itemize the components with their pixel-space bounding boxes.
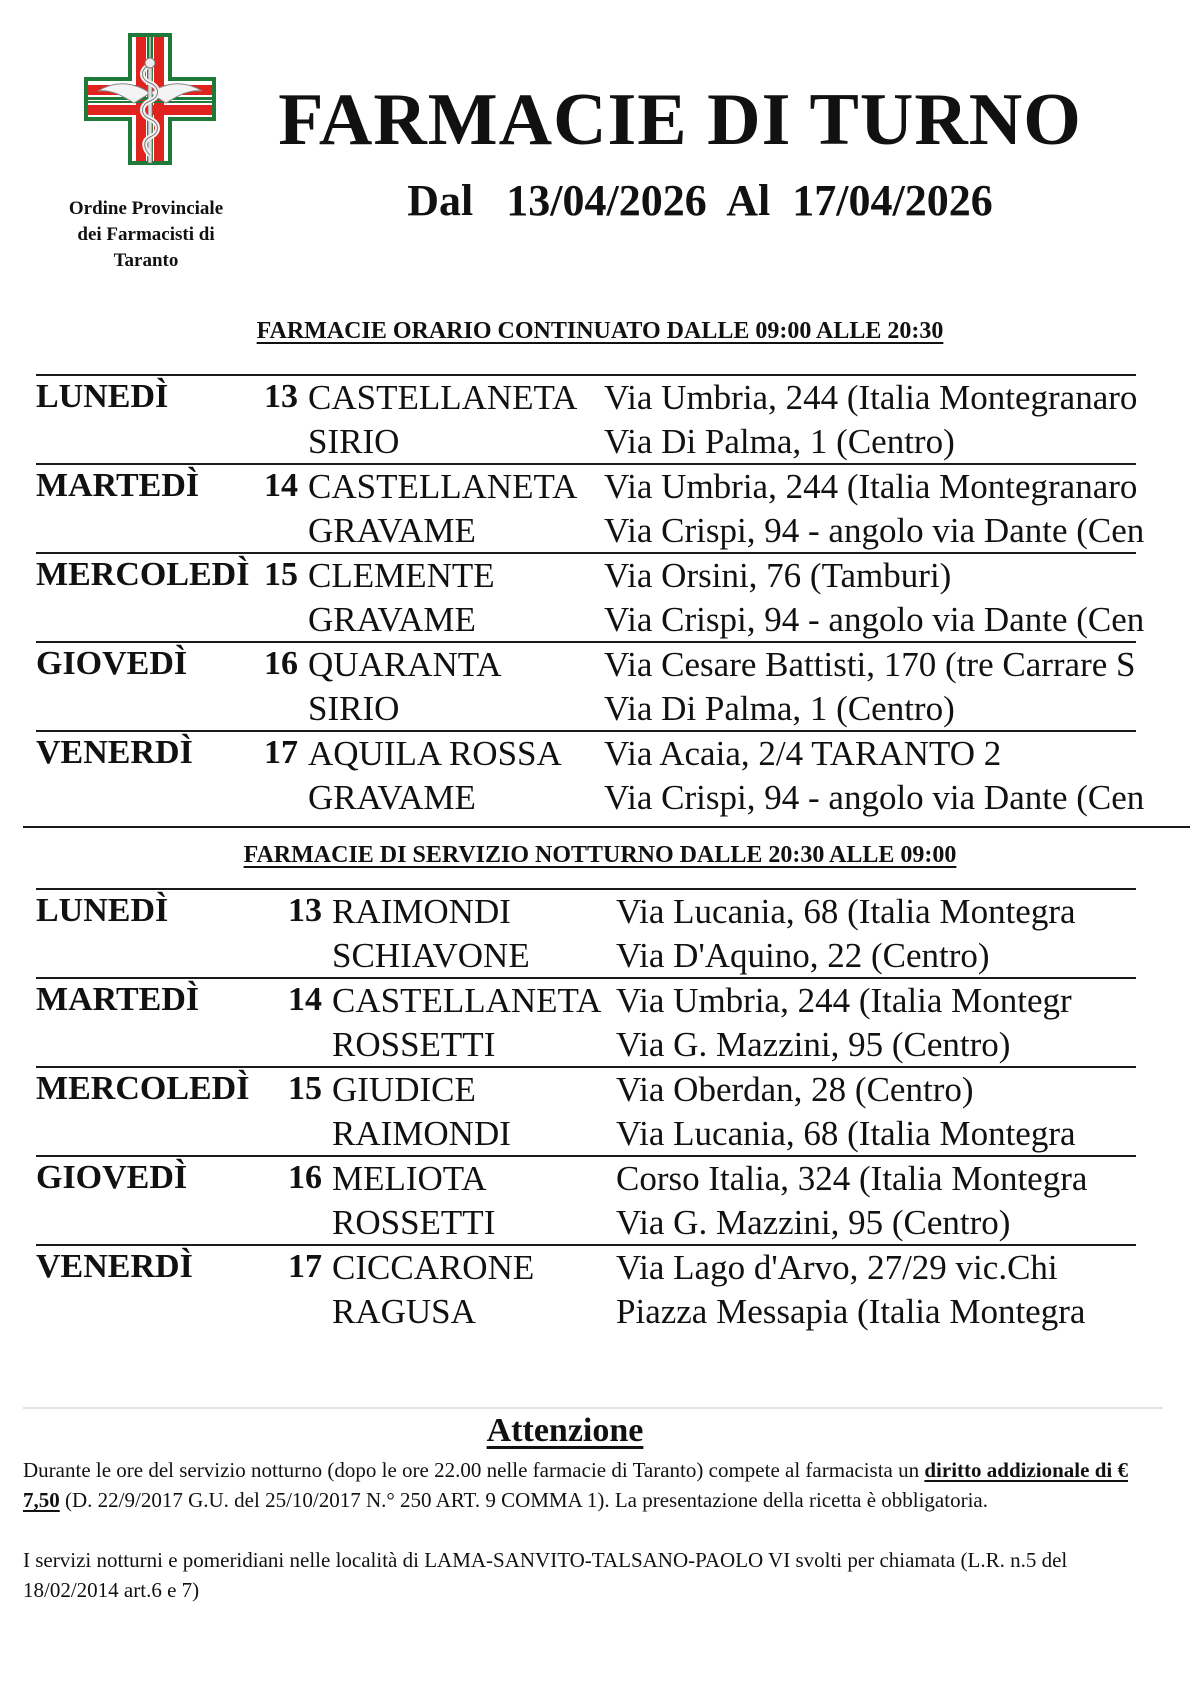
table-row xyxy=(36,1290,1136,1334)
pharmacy-name: QUARANTA xyxy=(308,645,502,684)
notice-divider xyxy=(23,1407,1163,1409)
table-row xyxy=(36,643,1136,687)
table-row xyxy=(36,687,1136,731)
notice-paragraph-2: I servizi notturni e pomeridiani nelle località di LAMA-SANVITO-TALSANO-PAOLO VI svolti per chiamata (L.R. n.5 del 18/02/2014 art.6 e 7) xyxy=(23,1548,1068,1602)
weekday: MERCOLEDÌ xyxy=(36,556,250,593)
table-row xyxy=(36,890,1136,934)
day-block xyxy=(36,1155,1136,1244)
pharmacy-address: Via Umbria, 244 (Italia Montegranaro xyxy=(604,378,1138,417)
day-service-table xyxy=(36,374,1145,819)
day-number: 17 xyxy=(264,734,298,771)
weekday: MARTEDÌ xyxy=(36,981,200,1018)
pharmacy-address: Via Orsini, 76 (Tamburi) xyxy=(604,556,952,595)
weekday: MARTEDÌ xyxy=(36,467,200,504)
pharmacy-name: SIRIO xyxy=(308,689,400,728)
weekday: MERCOLEDÌ xyxy=(36,1070,250,1107)
table-row xyxy=(36,1157,1136,1201)
pharmacy-name: SCHIAVONE xyxy=(332,936,530,975)
day-service-heading: FARMACIE ORARIO CONTINUATO DALLE 09:00 ALLE 20:30 xyxy=(256,318,944,344)
pharmacy-name: CASTELLANETA xyxy=(308,467,578,506)
notice-text-cont: (D. 22/9/2017 G.U. del 25/10/2017 N.° 250 ART. 9 COMMA 1). La presentazione della ricetta è obbligatoria. xyxy=(59,1488,988,1512)
additional-fee: diritto addizionale di € 7,50 xyxy=(23,1458,1128,1512)
pharmacy-address: Via Umbria, 244 (Italia Montegranaro xyxy=(604,467,1138,506)
pharmacy-name: SIRIO xyxy=(308,422,400,461)
weekday: VENERDÌ xyxy=(36,734,193,771)
day-block xyxy=(36,888,1136,977)
night-service-heading: FARMACIE DI SERVIZIO NOTTURNO DALLE 20:30 ALLE 09:00 xyxy=(243,842,957,868)
pharmacy-name: GIUDICE xyxy=(332,1070,476,1109)
pharmacy-address: Via G. Mazzini, 95 (Centro) xyxy=(616,1203,1011,1242)
day-block xyxy=(36,552,1145,641)
day-number: 15 xyxy=(264,556,298,593)
day-block xyxy=(36,641,1136,730)
night-service-table xyxy=(36,888,1136,1333)
table-row xyxy=(36,934,1136,978)
pharmacy-name: CASTELLANETA xyxy=(308,378,578,417)
pharmacy-address: Via Lucania, 68 (Italia Montegra xyxy=(616,892,1076,931)
pharmacy-name: RAIMONDI xyxy=(332,892,511,931)
table-row xyxy=(36,509,1145,553)
date-to: 17/04/2026 xyxy=(792,176,993,225)
notice-heading: Attenzione xyxy=(486,1412,644,1449)
date-range xyxy=(270,176,1130,226)
pharmacy-name: AQUILA ROSSA xyxy=(308,734,562,773)
organization-name xyxy=(40,196,252,274)
pharmacy-name: CLEMENTE xyxy=(308,556,495,595)
pharmacy-address: Via Di Palma, 1 (Centro) xyxy=(604,689,955,728)
pharmacy-address: Via G. Mazzini, 95 (Centro) xyxy=(616,1025,1011,1064)
day-number: 17 xyxy=(288,1248,322,1285)
table-row xyxy=(36,554,1136,598)
day-number: 15 xyxy=(288,1070,322,1107)
org-line-3: Taranto xyxy=(113,250,179,271)
date-to-label: Al xyxy=(726,176,771,225)
notice-text: Durante le ore del servizio notturno (dopo le ore 22.00 nelle farmacie di Taranto) compete al farmacista un xyxy=(23,1458,925,1482)
pharmacy-address: Corso Italia, 324 (Italia Montegra xyxy=(616,1159,1088,1198)
table-row xyxy=(36,1112,1136,1156)
day-block xyxy=(36,977,1136,1066)
weekday: GIOVEDÌ xyxy=(36,1159,188,1196)
section-divider xyxy=(23,826,1190,828)
pharmacy-name: ROSSETTI xyxy=(332,1025,496,1064)
table-row xyxy=(36,420,1136,464)
pharmacy-address: Via Oberdan, 28 (Centro) xyxy=(616,1070,974,1109)
weekday: VENERDÌ xyxy=(36,1248,193,1285)
org-line-2: dei Farmacisti di xyxy=(77,224,215,245)
day-number: 14 xyxy=(288,981,322,1018)
pharmacy-name: ROSSETTI xyxy=(332,1203,496,1242)
pharmacy-name: CASTELLANETA xyxy=(332,981,602,1020)
pharmacy-name: RAIMONDI xyxy=(332,1114,511,1153)
day-block xyxy=(36,463,1145,552)
pharmacy-name: GRAVAME xyxy=(308,600,476,639)
notice-paragraph-1 xyxy=(23,1455,1163,1515)
pharmacy-address: Via Lago d'Arvo, 27/29 vic.Chi xyxy=(616,1248,1058,1287)
day-number: 14 xyxy=(264,467,298,504)
pharmacy-address: Via Crispi, 94 - angolo via Dante (Cen xyxy=(604,511,1145,550)
day-block xyxy=(36,1066,1136,1155)
day-block xyxy=(36,730,1145,819)
date-from: 13/04/2026 xyxy=(506,176,707,225)
weekday: LUNEDÌ xyxy=(36,892,169,929)
pharmacy-cross-caduceus-icon xyxy=(84,33,216,165)
table-row xyxy=(36,1023,1136,1067)
table-row xyxy=(36,1068,1136,1112)
table-row xyxy=(36,776,1145,820)
weekday: LUNEDÌ xyxy=(36,378,169,415)
pharmacy-address: Via Lucania, 68 (Italia Montegra xyxy=(616,1114,1076,1153)
table-row xyxy=(36,1201,1136,1245)
weekday: GIOVEDÌ xyxy=(36,645,188,682)
day-number: 13 xyxy=(288,892,322,929)
day-number: 16 xyxy=(264,645,298,682)
day-number: 16 xyxy=(288,1159,322,1196)
pharmacy-address: Via Cesare Battisti, 170 (tre Carrare S xyxy=(604,645,1136,684)
pharmacy-name: GRAVAME xyxy=(308,511,476,550)
pharmacy-address: Via Di Palma, 1 (Centro) xyxy=(604,422,955,461)
org-line-1: Ordine Provinciale xyxy=(68,198,224,219)
pharmacy-address: Via Umbria, 244 (Italia Montegr xyxy=(616,981,1072,1020)
table-row xyxy=(36,465,1136,509)
pharmacy-address: Via Acaia, 2/4 TARANTO 2 xyxy=(604,734,1002,773)
day-block xyxy=(36,1244,1136,1333)
day-number: 13 xyxy=(264,378,298,415)
table-row xyxy=(36,376,1136,420)
page-title: FARMACIE DI TURNO xyxy=(278,79,1082,161)
day-block xyxy=(36,374,1136,463)
pharmacy-address: Via Crispi, 94 - angolo via Dante (Cen xyxy=(604,600,1145,639)
date-from-label: Dal xyxy=(407,176,474,225)
table-row xyxy=(36,732,1136,776)
pharmacy-name: GRAVAME xyxy=(308,778,476,817)
pharmacy-address: Via Crispi, 94 - angolo via Dante (Cen xyxy=(604,778,1145,817)
table-row xyxy=(36,1246,1136,1290)
pharmacy-address: Piazza Messapia (Italia Montegra xyxy=(616,1292,1086,1331)
pharmacy-name: RAGUSA xyxy=(332,1292,476,1331)
table-row xyxy=(36,979,1136,1023)
pharmacy-name: MELIOTA xyxy=(332,1159,487,1198)
table-row xyxy=(36,598,1145,642)
pharmacy-name: CICCARONE xyxy=(332,1248,535,1287)
pharmacy-address: Via D'Aquino, 22 (Centro) xyxy=(616,936,990,975)
